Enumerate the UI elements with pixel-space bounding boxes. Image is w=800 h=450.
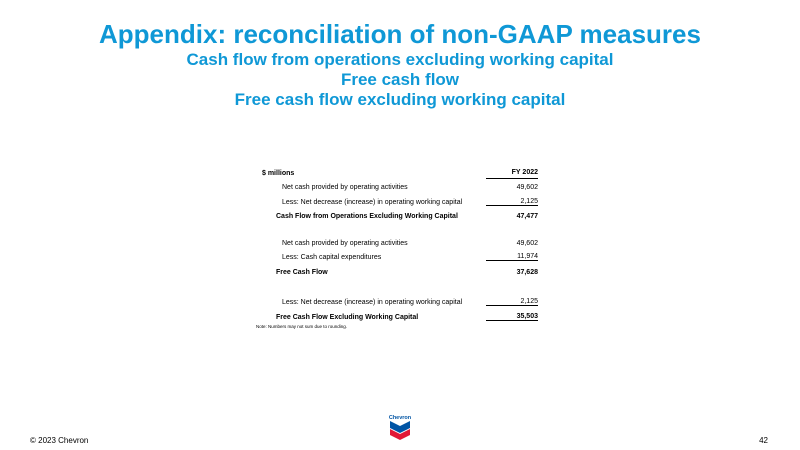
table-row — [262, 234, 538, 249]
chevron-logo-icon — [386, 413, 414, 441]
reconciliation-table — [256, 164, 538, 329]
subtitle-1: Cash flow from operations excluding working capital — [186, 50, 614, 69]
table-row — [262, 193, 538, 208]
table-row-total — [262, 208, 538, 223]
period-header: FY 2022 — [486, 169, 538, 179]
table-header-row — [262, 164, 538, 179]
table-row-total — [262, 263, 538, 278]
row-label: Net cash provided by operating activities — [282, 184, 408, 191]
row-value: 49,602 — [516, 239, 538, 247]
row-value: 49,602 — [516, 184, 538, 191]
logo-text: Chevron — [388, 415, 412, 421]
row-label: Less: Net decrease (increase) in operating working capital — [282, 299, 463, 306]
row-label: Free Cash Flow — [276, 268, 328, 276]
row-label: Free Cash Flow Excluding Working Capital — [276, 313, 419, 321]
page-title: Appendix: reconciliation of non-GAAP measures — [99, 19, 701, 49]
row-label: Less: Cash capital expenditures — [282, 254, 382, 261]
row-value: 35,503 — [486, 313, 538, 321]
title-block — [0, 18, 800, 110]
row-value: 2,125 — [486, 298, 538, 306]
page-number: 42 — [759, 436, 768, 445]
row-label: Cash Flow from Operations Excluding Working Capital — [276, 213, 458, 220]
subtitle-2: Free cash flow — [340, 70, 460, 89]
row-value: 2,125 — [486, 198, 538, 206]
table-row — [262, 294, 538, 309]
unit-header: $ millions — [262, 169, 295, 177]
row-label: Net cash provided by operating activities — [282, 239, 408, 247]
subtitle-3: Free cash flow excluding working capital — [234, 90, 566, 109]
row-label: Less: Net decrease (increase) in operating working capital — [282, 198, 463, 206]
table-row — [262, 179, 538, 194]
table-note: Note: Numbers may not sum due to rounding. — [256, 323, 348, 329]
table-row — [262, 249, 538, 264]
row-value: 37,628 — [516, 268, 538, 276]
row-value: 11,974 — [486, 253, 538, 261]
copyright: © 2023 Chevron — [30, 436, 89, 445]
table-row-total — [262, 308, 538, 323]
row-value: 47,477 — [516, 213, 538, 220]
